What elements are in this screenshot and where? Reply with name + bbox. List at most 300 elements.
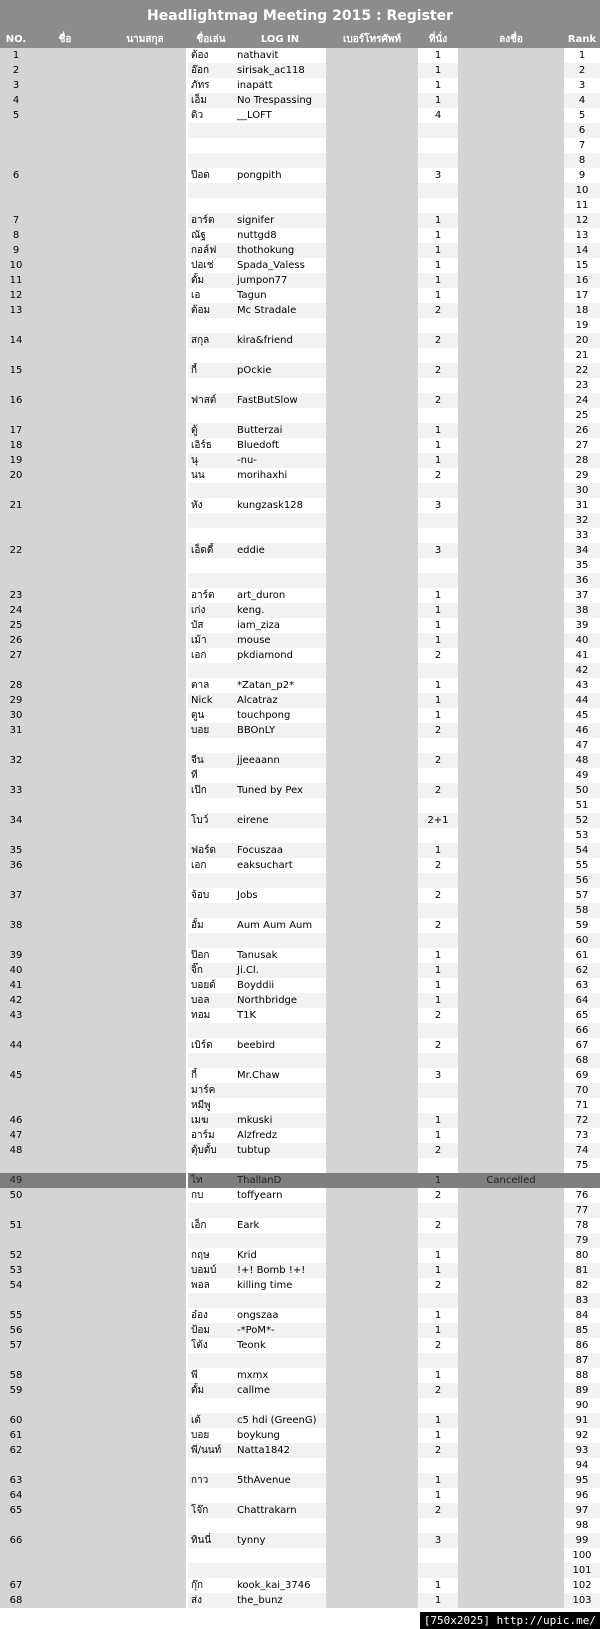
cell-rank: 1 xyxy=(564,48,600,63)
cell-no: 29 xyxy=(0,693,32,708)
cell-name xyxy=(32,963,186,978)
cell-phone xyxy=(326,1323,418,1338)
cell-signature xyxy=(458,888,564,903)
cell-seats: 2 xyxy=(418,1503,458,1518)
cell-name xyxy=(32,1203,186,1218)
cell-phone xyxy=(326,1518,418,1533)
cell-signature xyxy=(458,768,564,783)
cell-seats xyxy=(418,1053,458,1068)
cell-no: 44 xyxy=(0,1038,32,1053)
column-header-row xyxy=(0,32,600,48)
cell-name xyxy=(32,1368,186,1383)
cell-name xyxy=(32,1578,186,1593)
cell-name xyxy=(32,708,186,723)
cell-nickname: ดิว xyxy=(188,108,234,123)
cell-name xyxy=(32,783,186,798)
cell-login: inapatt xyxy=(234,78,326,93)
cell-nickname xyxy=(188,183,234,198)
cell-no: 66 xyxy=(0,1533,32,1548)
cell-login: beebird xyxy=(234,1038,326,1053)
cell-name xyxy=(32,108,186,123)
table-row xyxy=(0,1563,600,1578)
cell-phone xyxy=(326,108,418,123)
cell-nickname xyxy=(188,573,234,588)
cell-no: 16 xyxy=(0,393,32,408)
cell-signature xyxy=(458,843,564,858)
table-row xyxy=(0,243,600,258)
cell-name xyxy=(32,1488,186,1503)
cell-phone xyxy=(326,858,418,873)
table-row xyxy=(0,93,600,108)
cell-rank: 73 xyxy=(564,1128,600,1143)
cell-login: tubtup xyxy=(234,1143,326,1158)
cell-signature xyxy=(458,978,564,993)
cell-no: 54 xyxy=(0,1278,32,1293)
table-row xyxy=(0,588,600,603)
cell-login: Focuszaa xyxy=(234,843,326,858)
table-row xyxy=(0,573,600,588)
cell-seats xyxy=(418,138,458,153)
cell-login xyxy=(234,198,326,213)
cell-signature xyxy=(458,1413,564,1428)
cell-phone xyxy=(326,738,418,753)
cell-nickname: อ๋อง xyxy=(188,1308,234,1323)
cell-login xyxy=(234,1548,326,1563)
cell-no: 43 xyxy=(0,1008,32,1023)
cell-seats: 2 xyxy=(418,723,458,738)
cell-phone xyxy=(326,273,418,288)
cell-rank: 49 xyxy=(564,768,600,783)
table-row xyxy=(0,288,600,303)
cell-signature xyxy=(458,1533,564,1548)
cell-name xyxy=(32,543,186,558)
cell-no xyxy=(0,768,32,783)
cell-seats: 2 xyxy=(418,753,458,768)
cell-no xyxy=(0,1548,32,1563)
cell-no: 18 xyxy=(0,438,32,453)
cell-seats: 3 xyxy=(418,498,458,513)
cell-signature xyxy=(458,633,564,648)
cell-login: Krid xyxy=(234,1248,326,1263)
cell-name xyxy=(32,393,186,408)
cell-login: -nu- xyxy=(234,453,326,468)
table-row xyxy=(0,813,600,828)
cell-name xyxy=(32,1023,186,1038)
table-row xyxy=(0,1248,600,1263)
cell-nickname: เอ็ดดี้ xyxy=(188,543,234,558)
cell-signature xyxy=(458,858,564,873)
cell-login xyxy=(234,1293,326,1308)
cell-seats xyxy=(418,1098,458,1113)
cell-phone xyxy=(326,1098,418,1113)
cell-signature xyxy=(458,1458,564,1473)
cell-login xyxy=(234,513,326,528)
cell-rank: 35 xyxy=(564,558,600,573)
cell-login xyxy=(234,528,326,543)
cell-login xyxy=(234,1233,326,1248)
cell-seats xyxy=(418,513,458,528)
cell-signature xyxy=(458,693,564,708)
table-row xyxy=(0,453,600,468)
cell-rank: 44 xyxy=(564,693,600,708)
table-row xyxy=(0,1068,600,1083)
header-first-name: ชื่อ xyxy=(58,34,72,45)
cell-login: ThallanD xyxy=(234,1173,326,1188)
cell-seats xyxy=(418,768,458,783)
cell-no: 25 xyxy=(0,618,32,633)
cell-nickname: ที xyxy=(188,768,234,783)
cell-login: Alzfredz xyxy=(234,1128,326,1143)
table-row xyxy=(0,468,600,483)
cell-rank: 14 xyxy=(564,243,600,258)
cell-login: morihaxhi xyxy=(234,468,326,483)
cell-nickname xyxy=(188,408,234,423)
cell-signature xyxy=(458,1548,564,1563)
cell-name xyxy=(32,1188,186,1203)
cell-signature xyxy=(458,1263,564,1278)
cell-nickname xyxy=(188,528,234,543)
cell-signature xyxy=(458,618,564,633)
table-row xyxy=(0,558,600,573)
cell-name xyxy=(32,1293,186,1308)
cell-login xyxy=(234,798,326,813)
cell-login xyxy=(234,408,326,423)
cell-phone xyxy=(326,1443,418,1458)
cell-nickname xyxy=(188,873,234,888)
cell-no: 4 xyxy=(0,93,32,108)
header-signature: ลงชื่อ xyxy=(499,34,523,45)
cell-signature xyxy=(458,1038,564,1053)
cell-signature xyxy=(458,1143,564,1158)
table-row xyxy=(0,1593,600,1608)
cell-rank: 43 xyxy=(564,678,600,693)
cell-name xyxy=(32,1083,186,1098)
cell-phone xyxy=(326,378,418,393)
cell-phone xyxy=(326,1158,418,1173)
cell-signature xyxy=(458,318,564,333)
cell-seats: 1 xyxy=(418,1113,458,1128)
cell-rank: 37 xyxy=(564,588,600,603)
cell-seats xyxy=(418,738,458,753)
table-row xyxy=(0,498,600,513)
cell-seats xyxy=(418,1563,458,1578)
table-row xyxy=(0,543,600,558)
cell-nickname: อ๊อก xyxy=(188,63,234,78)
cell-no: 2 xyxy=(0,63,32,78)
cell-signature xyxy=(458,993,564,1008)
cell-signature xyxy=(458,723,564,738)
cell-nickname: ป๊อก xyxy=(188,948,234,963)
cell-login xyxy=(234,1158,326,1173)
cell-name xyxy=(32,993,186,1008)
cell-nickname: อาร์ต xyxy=(188,213,234,228)
cell-phone xyxy=(326,423,418,438)
cell-rank: 24 xyxy=(564,393,600,408)
cell-phone xyxy=(326,648,418,663)
cell-login xyxy=(234,1458,326,1473)
cell-signature xyxy=(458,1503,564,1518)
cell-name xyxy=(32,588,186,603)
cell-nickname: กบ xyxy=(188,1188,234,1203)
cell-no: 67 xyxy=(0,1578,32,1593)
table-row xyxy=(0,1323,600,1338)
cell-rank: 16 xyxy=(564,273,600,288)
sheet-title: Headlightmag Meeting 2015 : Register xyxy=(0,0,600,32)
cell-seats: 1 xyxy=(418,978,458,993)
cell-rank: 17 xyxy=(564,288,600,303)
cell-no xyxy=(0,1098,32,1113)
cell-seats: 2 xyxy=(418,393,458,408)
cell-seats: 2 xyxy=(418,1008,458,1023)
cell-name xyxy=(32,933,186,948)
cell-rank: 67 xyxy=(564,1038,600,1053)
table-row xyxy=(0,1533,600,1548)
cell-rank: 61 xyxy=(564,948,600,963)
cell-rank: 74 xyxy=(564,1143,600,1158)
cell-login: Mr.Chaw xyxy=(234,1068,326,1083)
cell-signature xyxy=(458,513,564,528)
cell-no xyxy=(0,408,32,423)
cell-nickname: เก่ง xyxy=(188,603,234,618)
cell-signature xyxy=(458,378,564,393)
header-seats: ที่นั่ง xyxy=(428,34,448,45)
header-rank: Rank xyxy=(567,34,597,45)
table-row xyxy=(0,843,600,858)
cell-rank: 13 xyxy=(564,228,600,243)
cell-no: 68 xyxy=(0,1593,32,1608)
table-row xyxy=(0,858,600,873)
cell-login: Tuned by Pex xyxy=(234,783,326,798)
table-row xyxy=(0,108,600,123)
cell-nickname xyxy=(188,1158,234,1173)
cell-name xyxy=(32,903,186,918)
cell-login: kook_kai_3746 xyxy=(234,1578,326,1593)
table-row xyxy=(0,633,600,648)
cell-no xyxy=(0,483,32,498)
cell-name xyxy=(32,1128,186,1143)
cell-login: Boyddii xyxy=(234,978,326,993)
cell-name xyxy=(32,48,186,63)
table-row xyxy=(0,903,600,918)
table-row xyxy=(0,1338,600,1353)
table-row xyxy=(0,1398,600,1413)
cell-signature xyxy=(458,363,564,378)
table-row xyxy=(0,1443,600,1458)
cell-name xyxy=(32,423,186,438)
cell-login: FastButSlow xyxy=(234,393,326,408)
table-row xyxy=(0,483,600,498)
cell-phone xyxy=(326,393,418,408)
cell-name xyxy=(32,1338,186,1353)
cell-seats: 3 xyxy=(418,168,458,183)
cell-nickname: เอก xyxy=(188,648,234,663)
cell-signature xyxy=(458,1368,564,1383)
cell-nickname: สกุล xyxy=(188,333,234,348)
cell-phone xyxy=(326,633,418,648)
cell-phone xyxy=(326,453,418,468)
cell-rank: 11 xyxy=(564,198,600,213)
cell-rank: 83 xyxy=(564,1293,600,1308)
cell-rank: 82 xyxy=(564,1278,600,1293)
cell-signature xyxy=(458,1563,564,1578)
cell-seats: 1 xyxy=(418,258,458,273)
table-row xyxy=(0,693,600,708)
cell-phone xyxy=(326,1293,418,1308)
cell-signature xyxy=(458,1338,564,1353)
cell-rank: 72 xyxy=(564,1113,600,1128)
cell-no: 14 xyxy=(0,333,32,348)
cell-login: art_duron xyxy=(234,588,326,603)
cell-seats xyxy=(418,933,458,948)
cell-nickname xyxy=(188,378,234,393)
cell-seats xyxy=(418,123,458,138)
cell-no: 13 xyxy=(0,303,32,318)
cell-no xyxy=(0,1158,32,1173)
cell-phone xyxy=(326,1473,418,1488)
cell-signature xyxy=(458,483,564,498)
cell-phone xyxy=(326,1173,418,1188)
cell-login: 5thAvenue xyxy=(234,1473,326,1488)
cell-rank: 47 xyxy=(564,738,600,753)
cell-rank: 20 xyxy=(564,333,600,348)
cell-seats: 1 xyxy=(418,678,458,693)
cell-login xyxy=(234,348,326,363)
cell-rank: 95 xyxy=(564,1473,600,1488)
cell-nickname: ตั้ม xyxy=(188,273,234,288)
cell-rank: 42 xyxy=(564,663,600,678)
cell-nickname xyxy=(188,663,234,678)
cell-name xyxy=(32,1158,186,1173)
cell-no xyxy=(0,558,32,573)
cell-signature xyxy=(458,1098,564,1113)
cell-nickname: Nick xyxy=(188,693,234,708)
cell-login: __LOFT xyxy=(234,108,326,123)
cell-name xyxy=(32,1323,186,1338)
cell-login: mkuski xyxy=(234,1113,326,1128)
cell-rank: 79 xyxy=(564,1233,600,1248)
cell-login: nathavit xyxy=(234,48,326,63)
cell-no: 23 xyxy=(0,588,32,603)
cell-no: 11 xyxy=(0,273,32,288)
cell-signature xyxy=(458,1353,564,1368)
cell-login: touchpong xyxy=(234,708,326,723)
cell-seats xyxy=(418,1518,458,1533)
cell-rank: 6 xyxy=(564,123,600,138)
cell-no: 37 xyxy=(0,888,32,903)
cell-phone xyxy=(326,303,418,318)
cell-nickname xyxy=(188,123,234,138)
cell-name xyxy=(32,273,186,288)
cell-login: Alcatraz xyxy=(234,693,326,708)
cell-nickname: จ้อบ xyxy=(188,888,234,903)
cell-phone xyxy=(326,1593,418,1608)
cell-seats: 2 xyxy=(418,1443,458,1458)
cell-no: 30 xyxy=(0,708,32,723)
cell-phone xyxy=(326,528,418,543)
cell-rank: 10 xyxy=(564,183,600,198)
table-row xyxy=(0,1158,600,1173)
cell-signature xyxy=(458,468,564,483)
cell-signature xyxy=(458,153,564,168)
table-row xyxy=(0,648,600,663)
cell-nickname xyxy=(188,1353,234,1368)
cell-name xyxy=(32,138,186,153)
cell-login: pongpith xyxy=(234,168,326,183)
cell-login: eddie xyxy=(234,543,326,558)
cell-no xyxy=(0,798,32,813)
cell-nickname xyxy=(188,1563,234,1578)
cell-name xyxy=(32,1233,186,1248)
cell-seats xyxy=(418,828,458,843)
cell-seats: 2+1 xyxy=(418,813,458,828)
cell-login: -*PoM*- xyxy=(234,1323,326,1338)
cell-login xyxy=(234,828,326,843)
cell-seats: 1 xyxy=(418,453,458,468)
cell-rank: 63 xyxy=(564,978,600,993)
cell-login: ongszaa xyxy=(234,1308,326,1323)
table-row xyxy=(0,1578,600,1593)
cell-seats xyxy=(418,318,458,333)
cell-seats: 1 xyxy=(418,708,458,723)
table-row xyxy=(0,1083,600,1098)
cell-phone xyxy=(326,318,418,333)
cell-nickname xyxy=(188,483,234,498)
table-row xyxy=(0,1113,600,1128)
cell-nickname xyxy=(188,1203,234,1218)
cell-seats xyxy=(418,378,458,393)
cell-phone xyxy=(326,1578,418,1593)
cell-signature xyxy=(458,708,564,723)
cell-rank: 81 xyxy=(564,1263,600,1278)
cell-nickname: โต้ง xyxy=(188,1338,234,1353)
cell-rank: 56 xyxy=(564,873,600,888)
cell-phone xyxy=(326,93,418,108)
cell-name xyxy=(32,123,186,138)
cell-name xyxy=(32,633,186,648)
cell-signature xyxy=(458,1218,564,1233)
cell-rank: 27 xyxy=(564,438,600,453)
cell-no: 28 xyxy=(0,678,32,693)
cell-name xyxy=(32,288,186,303)
cell-login: Ji.Cl. xyxy=(234,963,326,978)
cell-signature xyxy=(458,663,564,678)
cell-seats: 2 xyxy=(418,1143,458,1158)
cell-nickname: อั้ม xyxy=(188,918,234,933)
cell-name xyxy=(32,438,186,453)
cell-rank: 70 xyxy=(564,1083,600,1098)
cell-phone xyxy=(326,363,418,378)
cell-signature xyxy=(458,438,564,453)
cell-phone xyxy=(326,1263,418,1278)
cell-seats: 1 xyxy=(418,693,458,708)
cell-seats: 1 xyxy=(418,423,458,438)
cell-name xyxy=(32,1593,186,1608)
table-row xyxy=(0,63,600,78)
cell-no xyxy=(0,378,32,393)
cell-nickname xyxy=(188,798,234,813)
cell-seats: 1 xyxy=(418,588,458,603)
cell-no: 48 xyxy=(0,1143,32,1158)
cell-name xyxy=(32,573,186,588)
cell-seats: 1 xyxy=(418,993,458,1008)
cell-phone xyxy=(326,1038,418,1053)
cell-rank: 39 xyxy=(564,618,600,633)
cell-seats: 1 xyxy=(418,213,458,228)
cell-nickname: ต้อม xyxy=(188,303,234,318)
cell-name xyxy=(32,183,186,198)
cell-signature xyxy=(458,63,564,78)
cell-rank: 60 xyxy=(564,933,600,948)
